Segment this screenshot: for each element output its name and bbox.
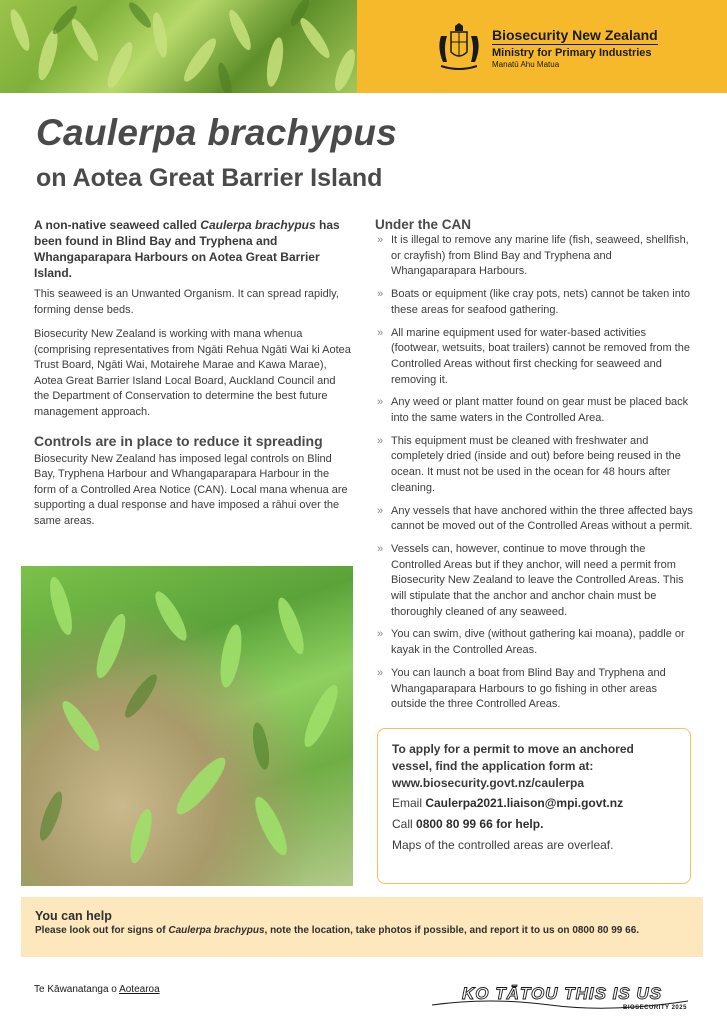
bullet-chevron-icon: » xyxy=(377,666,384,679)
list-item: » Any weed or plant matter found on gear must be placed back into the same waters in the Controlled Area. xyxy=(377,396,689,425)
under-the-can-heading: Under the CAN xyxy=(375,217,472,232)
list-item: » Vessels can, however, continue to move through the Controlled Areas but if they anchor, will need a permit from Biosecurity New Zealand to leave the Controlled Areas. This will stipulate that the anchor and anchor chain must be thoroughly cleaned of any seaweed. xyxy=(377,542,684,618)
bullet-chevron-icon: » xyxy=(377,326,384,339)
permit-phone[interactable]: 0800 80 99 66 for help. xyxy=(416,817,544,831)
list-item: » Boats or equipment (like cray pots, nets) cannot be taken into these areas for seafood gathering. xyxy=(377,288,690,316)
permit-url-link[interactable]: www.biosecurity.govt.nz/caulerpa xyxy=(392,776,585,790)
bullet-chevron-icon: » xyxy=(377,628,384,641)
list-item: » All marine equipment used for water-based activities (footwear, wetsuits, boat trailers) cannot be removed from the Controlled Areas without first checking for seaweed and removing it. xyxy=(377,326,690,386)
list-item: » You can launch a boat from Blind Bay and Tryphena and Whangaparapara Harbours to go fishing in other areas outside the three Controlled Areas. xyxy=(377,666,666,711)
help-title: You can help xyxy=(35,909,112,923)
svg-text:KO TĀTOU THIS IS US: KO TĀTOU THIS IS US xyxy=(462,984,663,1003)
help-phone[interactable]: 0800 80 99 66 xyxy=(572,925,637,936)
bullet-chevron-icon: » xyxy=(377,504,384,517)
controls-paragraph: Biosecurity New Zealand has imposed legal controls on Blind Bay, Tryphena Harbour and Whangaparapara Harbour in the form of a Controlled Area Notice (CAN). Local mana whenua are supporting a dual response and have imposed a rāhui over the same areas. xyxy=(34,452,348,527)
help-species-name: Caulerpa brachypus xyxy=(168,925,265,936)
permit-email-line: Email Caulerpa2021.liaison@mpi.govt.nz xyxy=(392,796,624,810)
list-item: » This equipment must be cleaned with freshwater and completely dried (inside and out) before being reused in the ocean. It must not be used in the ocean for 48 hours after cleaning. xyxy=(377,434,681,494)
controls-heading: Controls are in place to reduce it spreading xyxy=(34,433,323,449)
brand-title: Biosecurity New Zealand xyxy=(492,27,658,43)
bullet-chevron-icon: » xyxy=(377,288,384,301)
page-subtitle: on Aotea Great Barrier Island xyxy=(36,164,383,192)
header-seaweed-photo xyxy=(0,0,357,93)
unwanted-organism-paragraph: This seaweed is an Unwanted Organism. It can spread rapidly, forming dense beds. xyxy=(34,288,339,316)
you-can-help-band xyxy=(21,897,703,957)
list-item: » Any vessels that have anchored within the three affected bays cannot be moved out of the Controlled Areas without a permit. xyxy=(377,504,693,533)
header xyxy=(0,0,727,93)
brand-ministry: Ministry for Primary Industries xyxy=(492,47,652,59)
biosecurity-2025-label: BIOSECURITY 2025 xyxy=(623,1005,687,1011)
list-item: » It is illegal to remove any marine life (fish, seaweed, shellfish, or crayfish) from Blind Bay and Tryphena and Whangaparapara Harbours. xyxy=(377,234,689,278)
permit-heading: To apply for a permit to move an anchored vessel, find the application form at: xyxy=(392,742,634,773)
left-column xyxy=(34,217,352,538)
lead-paragraph: A non-native seaweed called Caulerpa brachypus has been found in Blind Bay and Tryphena and Whangaparapara Harbours on Aotea Great Barrier Island. xyxy=(34,218,340,280)
permit-call-line: Call 0800 80 99 66 for help. xyxy=(392,817,544,831)
right-column xyxy=(375,217,695,720)
page-title: Caulerpa brachypus xyxy=(36,112,398,153)
nz-coat-of-arms-icon xyxy=(433,22,485,72)
partners-paragraph: Biosecurity New Zealand is working with mana whenua (comprising representatives from Ngāti Rehua Ngāti Wai ki Aotea Trust Board, Ngāti Wai, Motairehe Marae and Kawa Marae), Aotea Great Barrier Island Local Board, Auckland Council and the Department of Conservation to determine the best future management approach. xyxy=(34,328,351,418)
nz-government-logo: Te Kāwanatanga o Aotearoa xyxy=(34,984,160,995)
permit-info-box xyxy=(377,728,691,884)
bullet-chevron-icon: » xyxy=(377,542,384,555)
help-text: Please look out for signs of Caulerpa brachypus, note the location, take photos if possible, and report it to us on 0800 80 99 66. xyxy=(35,925,640,936)
list-item: » You can swim, dive (without gathering kai moana), paddle or kayak in the Controlled Areas. xyxy=(377,628,685,657)
bullet-chevron-icon: » xyxy=(377,434,384,447)
bullet-chevron-icon: » xyxy=(377,396,384,409)
brand-maori-name: Manatū Ahu Matua xyxy=(492,60,560,69)
bullet-chevron-icon: » xyxy=(377,234,384,246)
seaweed-photo xyxy=(21,566,353,886)
maps-note: Maps of the controlled areas are overleaf. xyxy=(392,838,614,852)
species-name: Caulerpa brachypus xyxy=(200,218,316,232)
permit-email-link[interactable]: Caulerpa2021.liaison@mpi.govt.nz xyxy=(425,796,624,810)
